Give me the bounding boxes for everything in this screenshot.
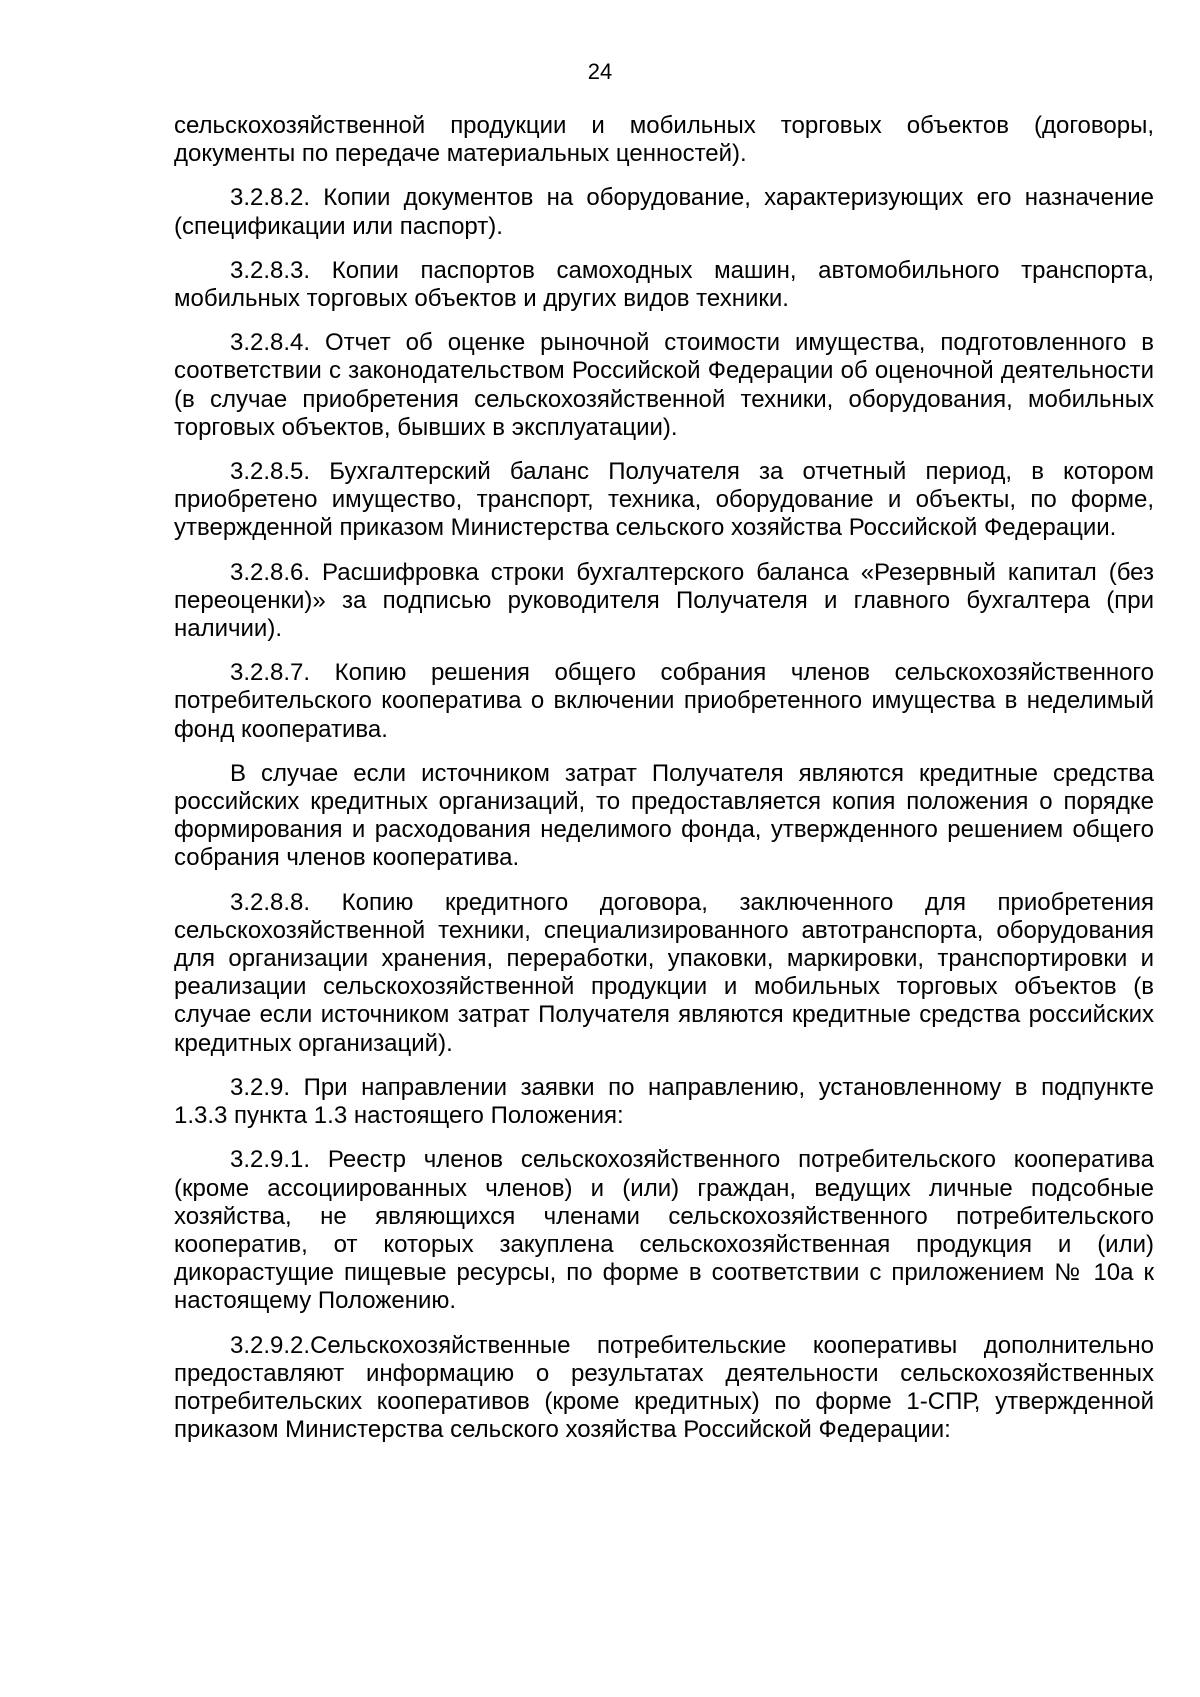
document-body: [174, 112, 1154, 1460]
paragraph-3-2-8-5: 3.2.8.5. Бухгалтерский баланс Получателя за отчетный период, в котором приобретено имущество, транспорт, техника, оборудование и объекты, по форме, утвержденной приказом Министерства сельского хозяйства Российской Федерации.: [174, 458, 1154, 542]
page-number: 24: [587, 59, 613, 84]
paragraph-3-2-9: 3.2.9. При направлении заявки по направлению, установленному в подпункте 1.3.3 пункта 1.3 настоящего Положения:: [174, 1073, 1154, 1130]
paragraph-3-2-9-1: 3.2.9.1. Реестр членов сельскохозяйственного потребительского кооператива (кроме ассоциированных членов) и (или) граждан, ведущих личные подсобные хозяйства, не являющихся членами сельскохозяйственного потребительского кооператив, от которых закуплена сельскохозяйственная продукция и (или) дикорастущие пищевые ресурсы, по форме в соответствии с приложением № 10а к настоящему Положению.: [174, 1146, 1154, 1315]
paragraph-continuation: сельскохозяйственной продукции и мобильных торговых объектов (договоры, документы по передаче материальных ценностей).: [174, 112, 1154, 168]
paragraph-credit-source-note: В случае если источником затрат Получателя являются кредитные средства российских кредитных организаций, то предоставляется копия положения о порядке формирования и расходования неделимого фонда, утвержденного решением общего собрания членов кооператива.: [174, 759, 1154, 872]
paragraph-3-2-8-8: 3.2.8.8. Копию кредитного договора, заключенного для приобретения сельскохозяйственной техники, специализированного автотранспорта, оборудования для организации хранения, переработки, упаковки, маркировки, транспортировки и реализации сельскохозяйственной продукции и мобильных торговых объектов (в случае если источником затрат Получателя являются кредитные средства российских кредитных организаций).: [174, 888, 1154, 1057]
paragraph-3-2-8-6: 3.2.8.6. Расшифровка строки бухгалтерского баланса «Резервный капитал (без переоценки)» за подписью руководителя Получателя и главного бухгалтера (при наличии).: [174, 558, 1154, 643]
paragraph-3-2-8-3: 3.2.8.3. Копии паспортов самоходных машин, автомобильного транспорта, мобильных торговых объектов и других видов техники.: [174, 256, 1154, 313]
paragraph-3-2-8-4: 3.2.8.4. Отчет об оценке рыночной стоимости имущества, подготовленного в соответствии с законодательством Российской Федерации об оценочной деятельности (в случае приобретения сельскохозяйственной техники, оборудования, мобильных торговых объектов, бывших в эксплуатации).: [174, 329, 1154, 441]
paragraph-3-2-8-2: 3.2.8.2. Копии документов на оборудование, характеризующих его назначение (спецификации или паспорт).: [174, 184, 1154, 240]
paragraph-3-2-9-2: 3.2.9.2.Сельскохозяйственные потребительские кооперативы дополнительно предоставляют информацию о результатах деятельности сельскохозяйственных потребительских кооперативов (кроме кредитных) по форме 1-СПР, утвержденной приказом Министерства сельского хозяйства Российской Федерации:: [174, 1331, 1154, 1444]
paragraph-3-2-8-7: 3.2.8.7. Копию решения общего собрания членов сельскохозяйственного потребительского кооператива о включении приобретенного имущества в неделимый фонд кооператива.: [174, 659, 1154, 743]
